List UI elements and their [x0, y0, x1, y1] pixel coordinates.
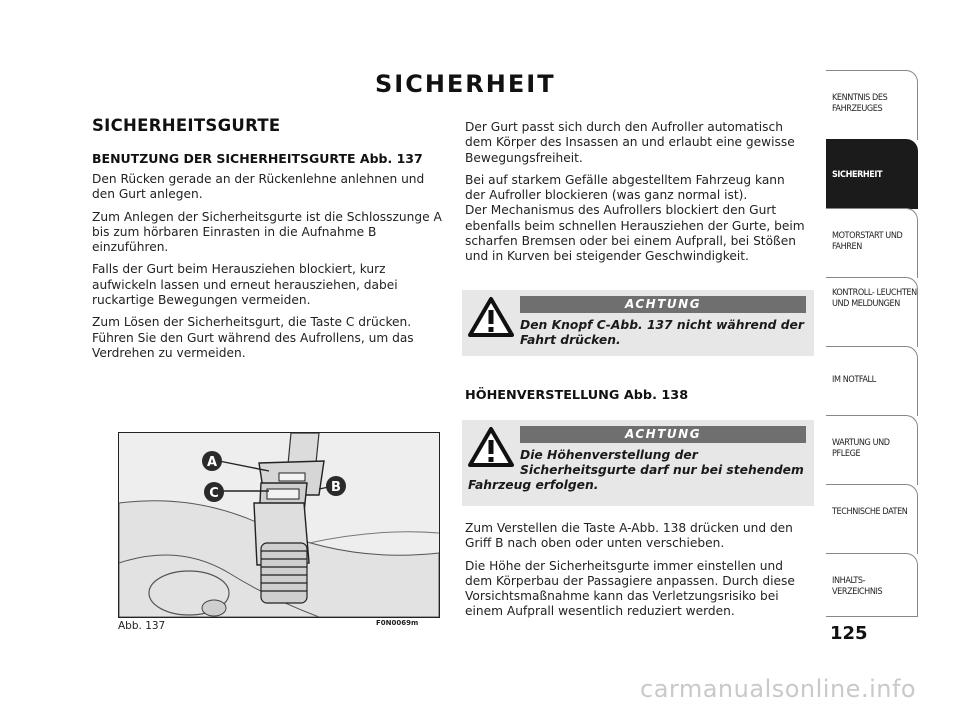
right-column-lower: [465, 521, 805, 627]
warning-label: ACHTUNG: [520, 296, 806, 313]
label-a-marker: [202, 451, 222, 471]
chapter-heading: SICHERHEITSGURTE: [92, 116, 281, 135]
tab-label: WARTUNG UND PFLEGE: [832, 438, 890, 459]
seatbelt-illustration: [119, 433, 439, 617]
paragraph: Zum Lösen der Sicherheitsgurt, die Taste C drücken. Führen Sie den Gurt während des Aufrollens, um das Verdrehen zu vermeiden.: [92, 315, 414, 360]
tab-kenntnis[interactable]: [826, 70, 918, 140]
warning-text: Den Knopf C-Abb. 137 nicht während der Fahrt drücken.: [520, 318, 804, 347]
watermark: carmanualsonline.info: [640, 675, 917, 703]
paragraph: Die Höhe der Sicherheitsgurte immer einstellen und dem Körperbau der Passagiere anpassen. Durch diese Vorsichtsmaßnahme kann das Verletzungsrisiko bei einem Aufprall wesentlich reduziert werden.: [465, 558, 795, 619]
warning-label: ACHTUNG: [520, 426, 806, 443]
paragraph: Der Gurt passt sich durch den Aufroller automatisch dem Körper des Insassen an und erlaubt eine gewisse Bewegungsfreiheit.: [465, 120, 795, 165]
warning-text: Fahrzeug erfolgen.: [468, 478, 599, 492]
tab-label: MOTORSTART UND FAHREN: [832, 231, 903, 252]
tab-wartung[interactable]: [826, 415, 918, 485]
seatbelt-figure: [118, 432, 440, 618]
section-heading: HÖHENVERSTELLUNG Abb. 138: [465, 388, 689, 403]
section-title: SICHERHEIT: [375, 70, 556, 98]
paragraph: Zum Anlegen der Sicherheitsgurte ist die Schlosszunge A bis zum hörbaren Einrasten in die Aufnahme B einzuführen.: [92, 209, 442, 255]
label-c-marker: [204, 482, 224, 502]
label-b: B: [331, 480, 341, 495]
paragraph: Zum Verstellen die Taste A-Abb. 138 drücken und den Griff B nach oben oder unten verschieben.: [465, 521, 793, 551]
right-column: [465, 120, 805, 272]
tab-label: KONTROLL- LEUCHTEN UND MELDUNGEN: [832, 288, 917, 309]
tab-motorstart[interactable]: [826, 208, 918, 278]
warning-text: Die Höhenverstellung der Sicherheitsgurte darf nur bei stehendem: [520, 448, 804, 477]
tab-sicherheit[interactable]: [826, 139, 918, 209]
figure-caption: Abb. 137: [118, 620, 166, 632]
tab-notfall[interactable]: [826, 346, 918, 416]
warning-triangle-icon: [468, 296, 514, 338]
tab-technische-daten[interactable]: [826, 484, 918, 554]
page-number: 125: [830, 623, 868, 644]
subheading: BENUTZUNG DER SICHERHEITSGURTE Abb. 137: [92, 151, 423, 166]
paragraph: Der Mechanismus des Aufrollers blockiert den Gurt ebenfalls beim schnellen Herausziehen der Gurte, beim scharfen Bremsen oder bei einem Aufprall, bei Stößen und in Kurven bei steigender Geschwindigkeit.: [465, 203, 805, 264]
tab-label: INHALTS- VERZEICHNIS: [832, 576, 883, 597]
warning-box: [462, 420, 814, 506]
label-b-marker: [326, 476, 346, 496]
tab-kontroll[interactable]: [826, 277, 918, 347]
tab-label: TECHNISCHE DATEN: [832, 507, 908, 517]
label-c: C: [209, 486, 219, 501]
tab-label: KENNTNIS DES FAHRZEUGES: [832, 93, 888, 114]
paragraph: Bei auf starkem Gefälle abgestelltem Fahrzeug kann der Aufroller blockieren (was ganz normal ist).: [465, 172, 785, 203]
tab-label: SICHERHEIT: [832, 170, 883, 180]
left-column: [92, 116, 442, 368]
warning-box: [462, 290, 814, 356]
paragraph: Falls der Gurt beim Herausziehen blockiert, kurz aufwickeln lassen und erneut herausziehen, dabei ruckartige Bewegungen vermeiden.: [92, 262, 398, 308]
figure-code: F0N0069m: [376, 619, 419, 627]
tab-label: IM NOTFALL: [832, 375, 876, 385]
warning-triangle-icon: [468, 426, 514, 468]
paragraph: Den Rücken gerade an der Rückenlehne anlehnen und den Gurt anlegen.: [92, 172, 425, 202]
label-a: A: [206, 455, 218, 470]
tab-inhaltsverzeichnis[interactable]: [826, 553, 918, 617]
